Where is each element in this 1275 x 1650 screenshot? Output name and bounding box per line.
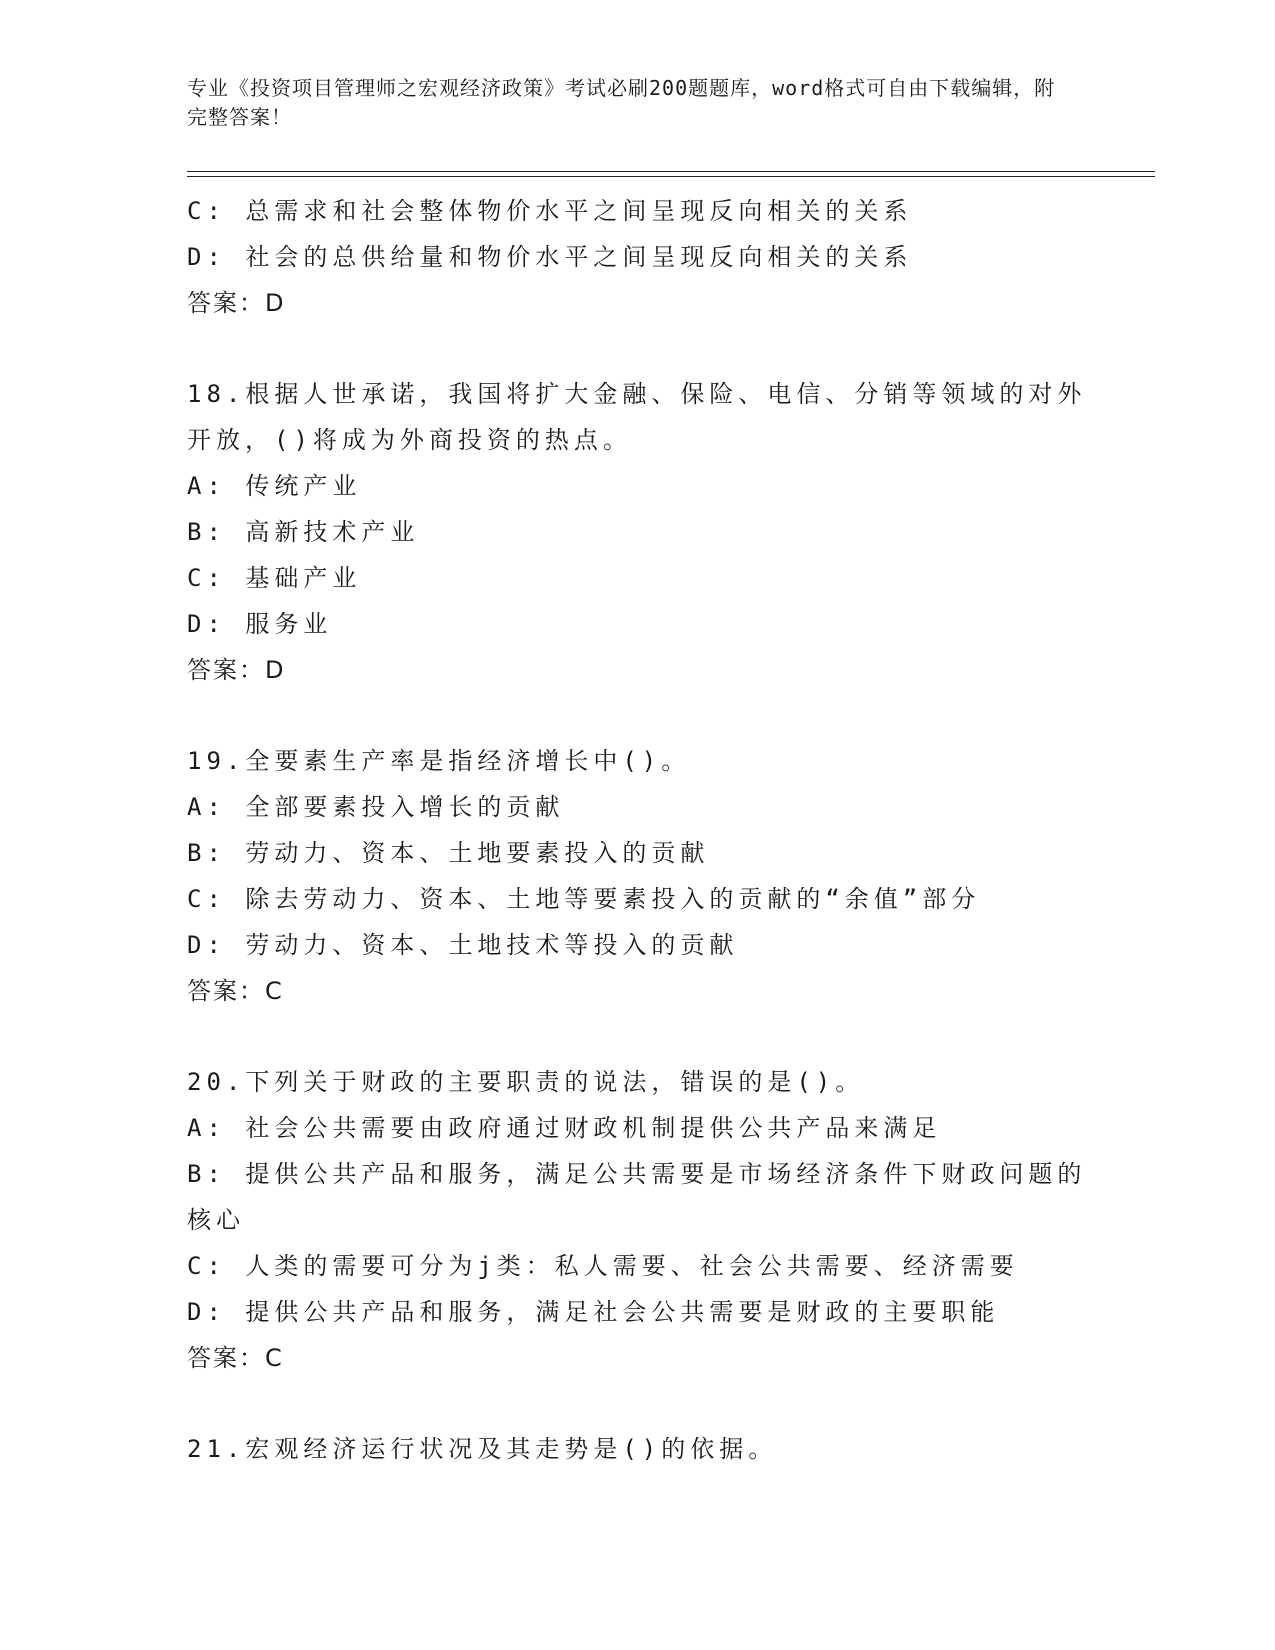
question-18-text: 18.根据人世承诺，我国将扩大金融、保险、电信、分销等领域的对外 bbox=[187, 380, 1087, 408]
question-18-text-cont: 开放，()将成为外商投资的热点。 bbox=[187, 426, 632, 454]
option-b-cont: 核心 bbox=[187, 1206, 245, 1234]
option-c: C: 除去劳动力、资本、土地等要素投入的贡献的“余值”部分 bbox=[187, 885, 981, 913]
option-b: B: 高新技术产业 bbox=[187, 518, 420, 546]
option-c: C: 人类的需要可分为j类：私人需要、社会公共需要、经济需要 bbox=[187, 1252, 1019, 1280]
header-rule-top bbox=[187, 171, 1155, 172]
option-c: C: 基础产业 bbox=[187, 564, 362, 592]
header-rule-bottom bbox=[187, 176, 1155, 177]
option-a: A: 全部要素投入增长的贡献 bbox=[187, 793, 565, 821]
document-header: 专业《投资项目管理师之宏观经济政策》考试必刷200题题库，word格式可自由下载编辑，附完整答案！ bbox=[187, 76, 1056, 129]
option-a: A: 传统产业 bbox=[187, 472, 362, 500]
option-a: A: 社会公共需要由政府通过财政机制提供公共产品来满足 bbox=[187, 1114, 942, 1142]
option-d: D: 社会的总供给量和物价水平之间呈现反向相关的关系 bbox=[187, 243, 913, 271]
option-b: B: 提供公共产品和服务，满足公共需要是市场经济条件下财政问题的 bbox=[187, 1160, 1087, 1188]
answer: 答案：D bbox=[187, 289, 286, 317]
answer: 答案：C bbox=[187, 1344, 284, 1372]
question-21-text: 21.宏观经济运行状况及其走势是()的依据。 bbox=[187, 1435, 778, 1463]
question-list bbox=[187, 188, 1087, 1472]
option-b: B: 劳动力、资本、土地要素投入的贡献 bbox=[187, 839, 710, 867]
answer: 答案：C bbox=[187, 977, 284, 1005]
option-d: D: 提供公共产品和服务，满足社会公共需要是财政的主要职能 bbox=[187, 1298, 1000, 1326]
option-d: D: 服务业 bbox=[187, 610, 333, 638]
question-19-text: 19.全要素生产率是指经济增长中()。 bbox=[187, 747, 691, 775]
question-20-text: 20.下列关于财政的主要职责的说法，错误的是()。 bbox=[187, 1068, 865, 1096]
option-d: D: 劳动力、资本、土地技术等投入的贡献 bbox=[187, 931, 739, 959]
option-c: C: 总需求和社会整体物价水平之间呈现反向相关的关系 bbox=[187, 197, 913, 225]
answer: 答案：D bbox=[187, 656, 286, 684]
